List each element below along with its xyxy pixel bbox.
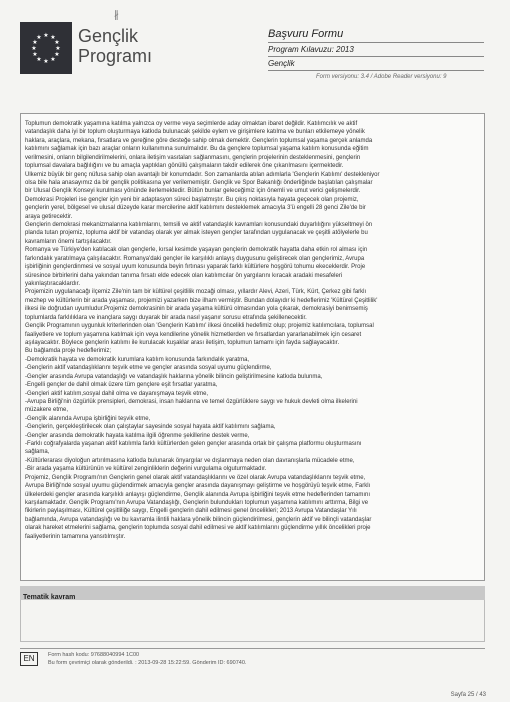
- text-line: olarak hareket etmelerini sağlama, gençlerin toplumda sosyal dahil edilmesi ve aktif katılımlarını güçlendirme yıllık öncelikleri proje: [25, 525, 371, 532]
- text-line: -Gençlerin aktif vatandaşlıklarını teşvik etme ve gençler arasında sosyal uyumu güçlendirme,: [25, 365, 272, 372]
- form-version: Form versiyonu: 3.4 / Adobe Reader versiyonu: 9: [316, 74, 447, 80]
- section-header: [20, 586, 485, 600]
- svg-text:★: ★: [55, 45, 61, 52]
- text-line: Bu bağlamda proje hedeflerimiz;: [25, 348, 112, 355]
- text-line: bağlamında, Avrupa vatandaşlığı ve bu kavramla ilintili haklara yönelik bilincin güçlendirilmesi, gençlerin aktif ve bilinçli vatandaşlar: [25, 516, 372, 523]
- svg-text:★: ★: [43, 58, 49, 65]
- svg-text:★: ★: [43, 32, 49, 39]
- svg-text:★: ★: [32, 51, 38, 58]
- text-line: -Kültürlerarası diyoloğun artırılmasına katkıda bulunarak önyargılar ve dışlanmaya neden olan davranışlarla mücadele etme,: [25, 457, 355, 464]
- text-line: Romanya ve Türkiye'den katılacak olan gençlerle, kırsal kesimde yaşayan gençlerin demokratik hayatta daha etkin rol alması için: [25, 247, 368, 254]
- svg-text:★: ★: [32, 39, 38, 46]
- text-line: Gençlik Programının uygunluk kriterlerinden olan 'Gençlerin Katılımı' ilkesi öncelikli hedefimiz olup; projemiz katılımcılara, toplumsal: [25, 323, 374, 330]
- text-line: Projemizin uygulanacağı ilçemiz Zile'nin tam bir kültürel çeşitlilik mozaği olması, yıllardır Alevi, Azeri, Türk, Kürt, Çerkez gibi farklı: [25, 289, 367, 296]
- svg-text:★: ★: [36, 56, 42, 63]
- text-line: ilkesi ile doğrudan uyumludur.Projemiz demokrasinin bir arada yaşama kültürü olmasından yola çıkarak, demokrasiyi benimsemiş: [25, 306, 368, 313]
- svg-text:★: ★: [31, 45, 37, 52]
- text-line: Toplumun demokratik yaşamına katılma yalnızca oy verme veya seçimlerde aday olmaktan ibaret değildir. Katılımcılık ve aktif: [25, 121, 358, 127]
- text-line: yakınlaştıracaklardır.: [25, 281, 81, 288]
- text-line: -Farklı coğrafyalarda yaşanan aktif katılımla farklı kültürlerden gelen gençler arasında ortak bir çalışma platformu oluşturmasını: [25, 441, 362, 448]
- page-number: Sayfa 25 / 43: [450, 692, 486, 698]
- text-line: süresince birbirlerini daha yakından tanıma fırsatı elde edecek olan katılımcılar ön yargılarını kıracak aradaki mesafeleri: [25, 272, 343, 279]
- form-hash-code: Form hash kodu: 97688040994 1C00: [48, 652, 140, 658]
- text-line: araya getirecektir.: [25, 213, 73, 220]
- description-text: [21, 114, 484, 547]
- text-line: -Engelli gençler de dahil olmak üzere tüm gençlere eşit fırsatlar yaratma,: [25, 382, 218, 389]
- text-line: verilmesini, onların bilgilendirilmelerini, onlara iletişim vasıtaları sağlanmasını, gençlerin projelerinin desteklenmesini, gençlerin: [25, 154, 361, 161]
- footer-divider: [20, 648, 485, 649]
- text-line: aşılayacaktır. Böylece gençlerin katılımı ile kurulacak kuşaklar arası iletişim, toplumun tamamı için fayda sağlayacaktır.: [25, 339, 340, 346]
- section-title: Tematik kavram: [23, 594, 76, 601]
- language-badge: EN: [20, 652, 38, 666]
- description-textbox: [20, 113, 485, 581]
- form-title: Başvuru Formu: [268, 28, 484, 43]
- svg-text:★: ★: [54, 39, 60, 46]
- text-line: planda tutan projemiz, topluma aktif bir vatandaş olarak yer almak isteyen gençler tarafından uygulanacak ve çeşitli atölyelerle bu: [25, 230, 368, 237]
- text-line: Gençlerin demokrasi mekanizmalarına katılımlarını, temsili ve aktif vatandaşlık kavramları konusundaki duyarlılığını yükseltmeyi ön: [25, 222, 373, 229]
- logo-line-2: Programı: [78, 46, 153, 66]
- handwritten-mark: ∦: [114, 10, 119, 21]
- text-line: toplumlarda farklılıklara ve inançlara saygı duyarak bir arada nasıl yaşanır sorusu etrafında şekillenecektir.: [25, 314, 307, 321]
- text-line: Avrupa Birliği'nde sosyal uyumu güçlendirmek amacıyla gençler arasında dayanışmayı geliştirme ve hoşgörüyü teşvik etme, Farklı: [25, 483, 371, 490]
- text-line: -Gençler arasında demokratik hayata katılma ilgili öğrenme şekillerine destek verme,: [25, 432, 250, 439]
- text-line: karşılamaktadır. Gençlik Programı'nın Avrupa Vatandaşlığı, Gençlerin bulundukları toplumun yaşamına katılımını arttırma, Bilgi ve: [25, 499, 369, 506]
- text-line: farkındalık yaratılmaya çalışılacaktır. Romanya'daki gençler ile karşılıklı anlayış duygusunu geliştirecek olan gençlerimiz, Avrupa: [25, 255, 365, 262]
- text-line: -Gençlik alanında Avrupa işbirliğini teşvik etme,: [25, 415, 151, 422]
- text-line: Ülkemiz büyük bir genç nüfusa sahip olan avantajlı bir konumdadır. Son zamanlarda atılan adımlarla 'Gençlerin Katılımı' destekleniyor: [25, 171, 380, 178]
- text-line: -Gençler arasında Avrupa vatandaşlığı ve vatandaşlık haklarına yönelik bilincin geliştirilmesine katkıda bulunma,: [25, 373, 323, 380]
- text-line: ülkelerdeki gençler arasında karşılıklı anlayışı güçlendirme, Gençlik alanında Avrupa işbirliğini teşvik etme hedeflerinden tamamını: [25, 491, 371, 498]
- text-line: -Demokratik hayata ve demokratik kurumlara katılım konusunda farkındalık yaratma,: [25, 356, 250, 363]
- svg-text:★: ★: [50, 34, 56, 41]
- text-line: vatandaşlık daha iyi bir toplum oluşturmaya katkıda bulunacak şekilde eylem ve girişimlere katılma ve bunları etkilemeye yönelik: [25, 129, 365, 136]
- submission-info: Bu form çevrimiçi olarak gönderildi. : 2013-09-28 15:22:59. Gönderim ID: 690740.: [48, 660, 247, 666]
- text-line: -Gençleri aktif katılım,sosyal dahil olma ve dayanışmaya teşvik etme,: [25, 390, 209, 397]
- svg-text:★: ★: [50, 56, 56, 63]
- section-body: [20, 600, 485, 642]
- text-line: toplumsal davalara bağlılığını ve bu amaçla yaptıkları gönüllü çalışmaların takdir edilerek öne çıkarılmasını içermektedir.: [25, 163, 344, 170]
- text-line: sağlama,: [25, 449, 50, 456]
- text-line: faaliyetlere ve toplum yaşamına katılmak için veya kendilerine yönelik hizmetlerden ve fırsatlardan yararlanabilmek için cesaret: [25, 331, 362, 338]
- svg-text:★: ★: [36, 34, 42, 41]
- form-header: [268, 28, 484, 80]
- text-line: bir Ulusal Gençlik Konseyi kurulması yönünde ilerlemektedir. Bütün bunlar geleceğimiz için önemli ve umut verici gelişmelerdir.: [25, 188, 361, 195]
- text-line: -Gençlerin, gerçekleştirilecek olan çalıştaylar sayesinde sosyal hayata aktif katılımını sağlama,: [25, 424, 276, 431]
- text-line: faaliyetlerinin tamamına yansıtılmıştır.: [25, 533, 126, 540]
- program-logo-text: [78, 26, 152, 66]
- text-line: gençlerin yerel, bölgesel ve ulusal düzeyde karar mercilerine aktif katılımını desteklemek amacıyla 3'ü engelli 28 genci Zile'de bir: [25, 205, 366, 212]
- text-line: -Bir arada yaşama kültürünün ve kültürel zenginliklerin değerini vurgulama olguturmaktadır.: [25, 466, 267, 473]
- form-subtitle: Program Kılavuzu: 2013: [268, 45, 484, 57]
- text-line: fikirlerin paylaşılması, Kültürel çeşitliliğe saygı, Engelli gençlerin dahil edilmesi genel öncelikleri; 2013 Avrupa Vatandaşlar Yılı: [25, 508, 357, 515]
- eu-stars-icon: [20, 22, 72, 74]
- eu-flag-logo: [20, 22, 72, 74]
- text-line: müzakere etme,: [25, 407, 69, 414]
- svg-text:★: ★: [54, 51, 60, 58]
- text-line: işbirliğinin gençlerdinmesi ve sosyal uyum konusunda beyin fırtınası yaparak farklı kültürlere hoşgörü tohumu ekeceklerdir. Proje: [25, 264, 366, 271]
- text-line: Demokrasi Projeleri ise gençler için yeni bir adaptasyon süreci başlatmıştır. Bu çıkış noktasıyla hayata geçecek olan projemiz,: [25, 196, 359, 203]
- text-line: olsa bile hala anasayımız da bir gençlik politikasına yer verilememiştir. Gençlik ve Spor Bakanlığı önderliğinde başlatılan çalışmalar: [25, 179, 373, 186]
- text-line: -Avrupa Birliği'nin özgürlük prensipleri, demokrasi, insan haklarına ve temel özgürlüklere saygı ve hukuk devleti olma ilkelerini: [25, 398, 358, 405]
- footer-info: [48, 651, 246, 667]
- form-program: Gençlik: [268, 59, 484, 71]
- logo-line-1: Gençlik: [78, 26, 139, 46]
- text-line: Projemiz, Gençlik Programı'nın Gençlerin genel olarak aktif vatandaşlıklarını ve özel olarak Avrupa vatandaşlıklarını teşvik etme,: [25, 474, 366, 481]
- text-line: kavramların önemi tartışılacaktır.: [25, 238, 112, 245]
- text-line: katılımını sağlamak için bazı araçlar onların kullanımına sunulmalıdır. Bu da gençlere toplumsal yaşama katılım konusunda eğitim: [25, 146, 369, 153]
- text-line: haklara, araçlara, mekana, fırsatlara ve gereğine göre desteğe sahip olmak demektir. Gençlerin toplumsal yaşama gerçek anlamda: [25, 137, 373, 144]
- text-line: mezhep ve kültürlerin bir arada yaşaması, projemizi yazarken bize ilham vermiştir. Bundan dolayıdır ki hedeflerimiz 'Kültürel Çeşitlilik': [25, 297, 378, 304]
